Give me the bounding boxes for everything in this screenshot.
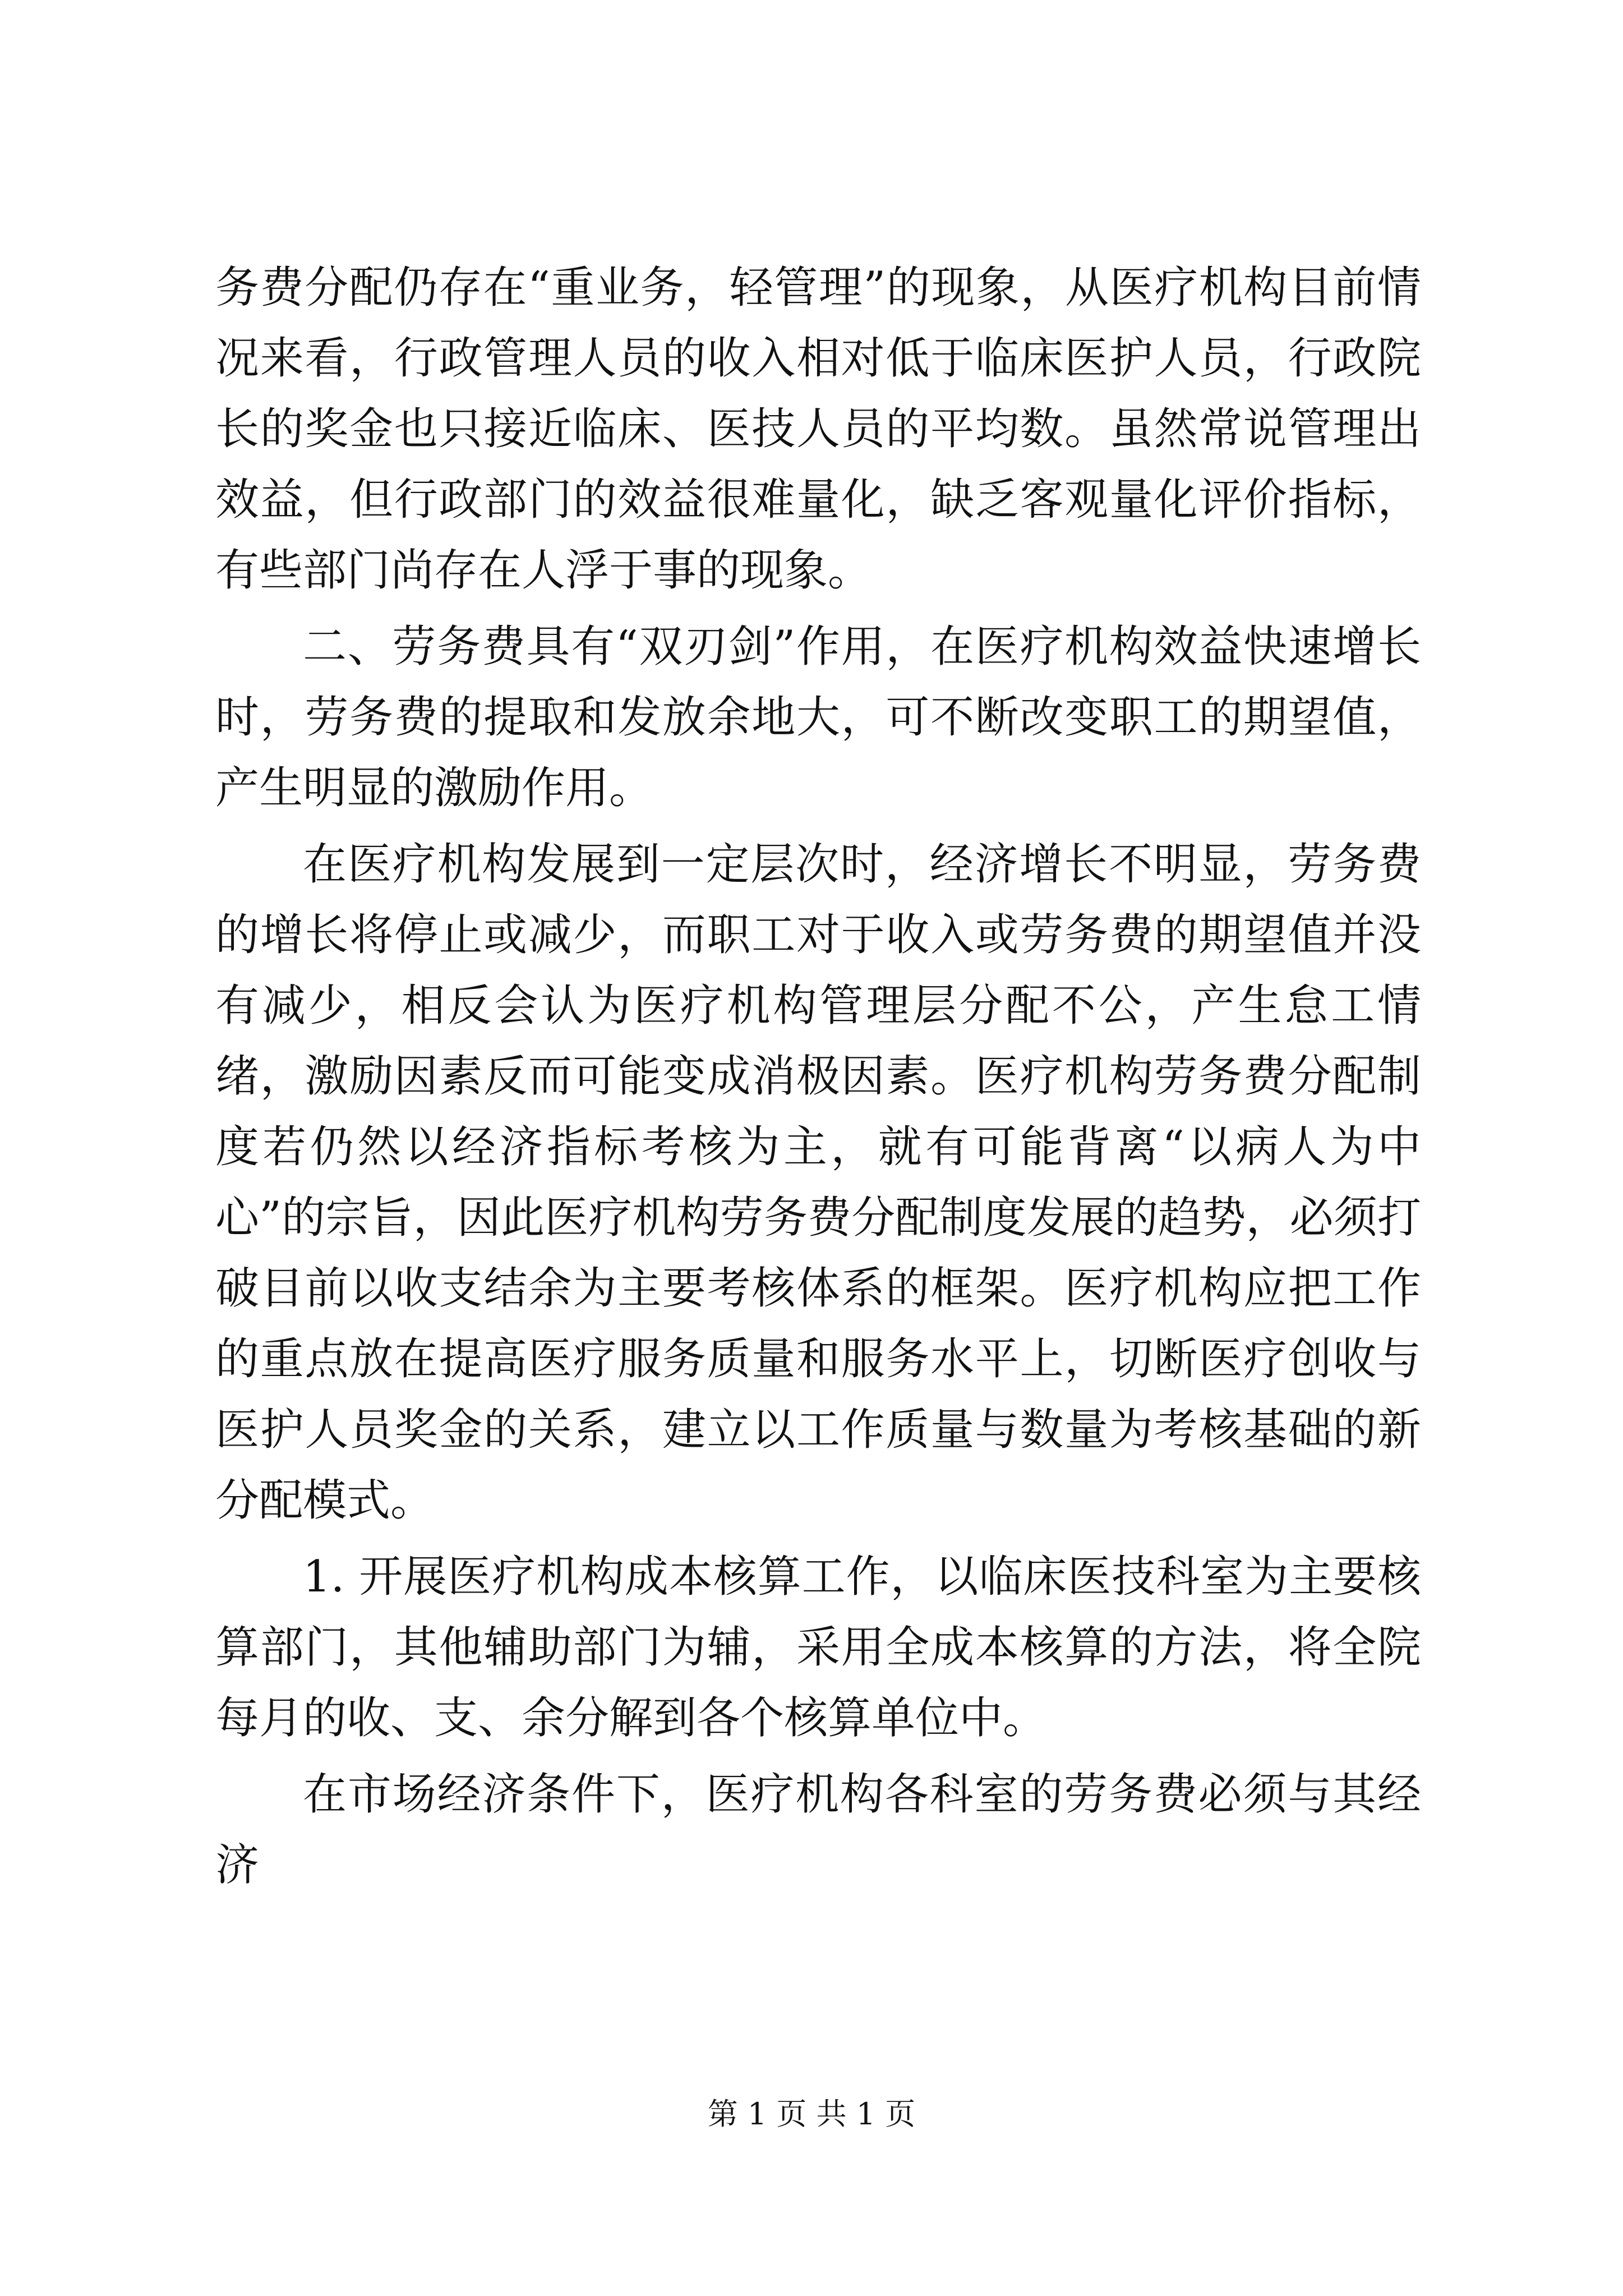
document-body	[215, 252, 1421, 1906]
page-footer: 第 1 页 共 1 页	[707, 2096, 916, 2132]
paragraph-item-one: 1. 开展医疗机构成本核算工作，以临床医技科室为主要核算部门，其他辅助部门为辅，采用全成本核算的方法，将全院每月的收、支、余分解到各个核算单位中。	[215, 1552, 1421, 1743]
paragraph-development-stage: 在医疗机构发展到一定层次时，经济增长不明显，劳务费的增长将停止或减少，而职工对于收入或劳务费的期望值并没有减少，相反会认为医疗机构管理层分配不公，产生怠工情绪，激励因素反而可能变成消极因素。医疗机构劳务费分配制度若仍然以经济指标考核为主，就有可能背离“以病人为中心”的宗旨，因此医疗机构劳务费分配制度发展的趋势，必须打破目前以收支结余为主要考核体系的框架。医疗机构应把工作的重点放在提高医疗服务质量和服务水平上，切断医疗创收与医护人员奖金的关系，建立以工作质量与数量为考核基础的新分配模式。	[215, 839, 1421, 1526]
paragraph-continuation: 务费分配仍存在“重业务，轻管理”的现象，从医疗机构目前情况来看，行政管理人员的收入相对低于临床医护人员，行政院长的奖金也只接近临床、医技人员的平均数。虽然常说管理出效益，但行政部门的效益很难量化，缺乏客观量化评价指标，有些部门尚存在人浮于事的现象。	[215, 263, 1421, 596]
paragraph-section-two: 二、劳务费具有“双刃剑”作用，在医疗机构效益快速增长时，劳务费的提取和发放余地大，可不断改变职工的期望值，产生明显的激励作用。	[215, 622, 1421, 813]
paragraph-market-economy: 在市场经济条件下，医疗机构各科室的劳务费必须与其经济	[215, 1769, 1421, 1890]
